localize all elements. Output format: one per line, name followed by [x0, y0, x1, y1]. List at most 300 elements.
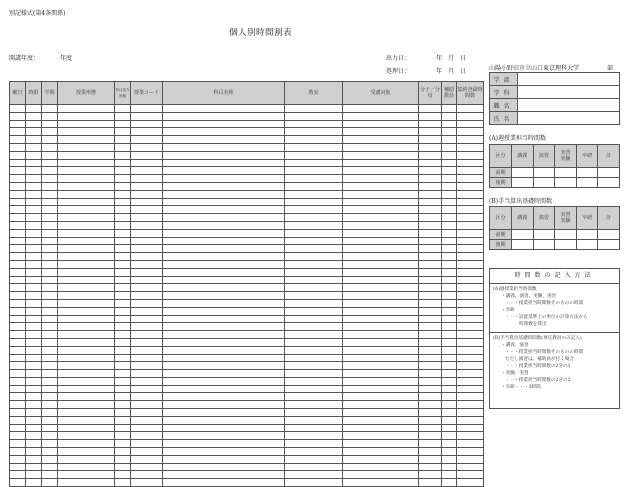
table-cell [115, 338, 131, 346]
table-cell [115, 315, 131, 323]
table-cell [10, 385, 26, 393]
table-cell [419, 307, 442, 315]
table-cell [10, 346, 26, 354]
table-cell [343, 268, 419, 276]
table-cell [26, 120, 42, 128]
process-date-label: 処理日： [386, 68, 411, 75]
table-cell [42, 370, 58, 378]
table-cell [10, 128, 26, 136]
table-cell [10, 409, 26, 417]
table-cell [419, 455, 442, 463]
table-cell [442, 128, 457, 136]
table-cell [26, 346, 42, 354]
table-cell [343, 463, 419, 471]
table-cell [131, 105, 163, 113]
table-cell [42, 401, 58, 409]
table-cell [10, 260, 26, 268]
table-cell [115, 463, 131, 471]
table-cell [163, 229, 285, 237]
table-cell [10, 362, 26, 370]
table-cell [163, 471, 285, 479]
table-cell [457, 346, 484, 354]
table-cell [163, 307, 285, 315]
table-cell [115, 416, 131, 424]
table-cell [285, 105, 343, 113]
table-cell [58, 214, 115, 222]
table-row [10, 229, 484, 237]
timetable-header-cell: 授業形態 [58, 82, 115, 105]
table-cell [58, 229, 115, 237]
table-cell [10, 463, 26, 471]
table-cell [343, 143, 419, 151]
table-cell [285, 221, 343, 229]
table-cell [10, 416, 26, 424]
table-cell [163, 424, 285, 432]
table-cell [285, 136, 343, 144]
hours-cell [576, 240, 598, 250]
table-cell [343, 260, 419, 268]
table-cell [163, 377, 285, 385]
notes-box [489, 268, 620, 409]
table-cell [419, 120, 442, 128]
table-cell [131, 151, 163, 159]
hours-cell [555, 240, 577, 250]
table-cell [163, 136, 285, 144]
table-cell [131, 292, 163, 300]
table-row [10, 331, 484, 339]
table-cell [343, 338, 419, 346]
table-cell [419, 198, 442, 206]
table-row [10, 377, 484, 385]
table-cell [58, 175, 115, 183]
table-cell [285, 151, 343, 159]
table-cell [343, 206, 419, 214]
table-cell [58, 221, 115, 229]
table-cell [58, 112, 115, 120]
table-cell [131, 362, 163, 370]
table-cell [163, 331, 285, 339]
table-cell [457, 299, 484, 307]
table-cell [285, 401, 343, 409]
table-cell [42, 221, 58, 229]
table-cell [131, 416, 163, 424]
table-cell [42, 159, 58, 167]
table-cell [26, 198, 42, 206]
table-cell [285, 260, 343, 268]
table-cell [131, 307, 163, 315]
table-cell [58, 292, 115, 300]
table-cell [419, 159, 442, 167]
table-cell [10, 175, 26, 183]
table-cell [163, 299, 285, 307]
table-cell [419, 284, 442, 292]
staff-info-table [489, 72, 620, 125]
table-cell [442, 229, 457, 237]
hours-cell [533, 240, 555, 250]
table-cell [442, 276, 457, 284]
table-cell [58, 370, 115, 378]
table-cell [26, 105, 42, 113]
table-cell [58, 198, 115, 206]
section-b-header-cell: 卒研 [576, 207, 598, 230]
table-cell [115, 323, 131, 331]
table-cell [163, 206, 285, 214]
table-row [10, 440, 484, 448]
table-cell [10, 292, 26, 300]
table-cell [115, 276, 131, 284]
table-cell [457, 455, 484, 463]
table-cell [419, 105, 442, 113]
table-cell [442, 190, 457, 198]
table-cell [26, 323, 42, 331]
table-cell [285, 323, 343, 331]
table-cell [26, 151, 42, 159]
table-cell [442, 214, 457, 222]
table-cell [419, 370, 442, 378]
table-cell [419, 245, 442, 253]
note-line: ・卒研・・・3時間 [501, 385, 541, 390]
table-cell [10, 471, 26, 479]
table-cell [457, 260, 484, 268]
timetable-header-cell: 授業コード [131, 82, 163, 105]
table-cell [163, 253, 285, 261]
table-cell [42, 143, 58, 151]
section-a-header-cell: 計 [598, 145, 620, 168]
table-cell [26, 409, 42, 417]
table-cell [163, 338, 285, 346]
table-cell [285, 338, 343, 346]
table-cell [10, 159, 26, 167]
table-cell [442, 151, 457, 159]
table-cell [131, 401, 163, 409]
note-line: (B)手当算出基礎時間数(専任教員のみ記入) [493, 336, 582, 341]
section-b-header-cell: 講義 [512, 207, 534, 230]
table-cell [343, 253, 419, 261]
table-cell [442, 424, 457, 432]
table-cell [457, 479, 484, 487]
table-cell [442, 440, 457, 448]
table-cell [115, 105, 131, 113]
table-cell [419, 112, 442, 120]
table-row [10, 198, 484, 206]
table-cell [285, 276, 343, 284]
table-cell [58, 463, 115, 471]
table-cell [442, 268, 457, 276]
table-cell [442, 385, 457, 393]
table-row [490, 230, 620, 240]
table-cell [26, 175, 42, 183]
table-cell [285, 190, 343, 198]
table-cell [42, 198, 58, 206]
table-cell [58, 377, 115, 385]
table-cell [285, 128, 343, 136]
table-cell [42, 284, 58, 292]
table-cell [42, 307, 58, 315]
table-cell [10, 214, 26, 222]
table-row [10, 338, 484, 346]
table-row [10, 260, 484, 268]
table-cell [419, 206, 442, 214]
table-cell [163, 393, 285, 401]
table-cell [285, 268, 343, 276]
table-cell [457, 175, 484, 183]
table-cell [115, 151, 131, 159]
table-row [10, 315, 484, 323]
note-line: ・・・授業担当時間数そのものの時間 [505, 350, 584, 355]
table-cell [442, 362, 457, 370]
table-row [10, 182, 484, 190]
table-row [10, 307, 484, 315]
table-cell [419, 424, 442, 432]
table-cell [442, 105, 457, 113]
table-cell [343, 167, 419, 175]
table-cell [285, 299, 343, 307]
table-cell [419, 167, 442, 175]
name-label: 氏名 [490, 112, 518, 125]
table-cell [285, 346, 343, 354]
table-cell [285, 370, 343, 378]
table-cell [131, 136, 163, 144]
table-cell [457, 151, 484, 159]
table-cell [42, 448, 58, 456]
table-cell [115, 128, 131, 136]
table-cell [419, 128, 442, 136]
table-cell [131, 237, 163, 245]
note-line: ・・・授業担当時間数の2分の2 [505, 378, 571, 383]
table-cell [58, 440, 115, 448]
hours-cell [598, 178, 620, 188]
table-cell [10, 229, 26, 237]
table-cell [131, 315, 163, 323]
note-line: ・講義、演習、実験、実習 [501, 294, 557, 299]
table-cell [419, 315, 442, 323]
table-row [10, 385, 484, 393]
table-cell [419, 253, 442, 261]
table-cell [442, 253, 457, 261]
note-line: ・・・授業担当時間数の2分の1 [505, 364, 571, 369]
term-label: 後期 [490, 178, 512, 188]
table-cell [115, 448, 131, 456]
table-cell [42, 463, 58, 471]
table-cell [163, 362, 285, 370]
table-cell [26, 354, 42, 362]
table-cell [419, 268, 442, 276]
table-cell [343, 416, 419, 424]
table-cell [131, 276, 163, 284]
table-cell [42, 346, 58, 354]
table-cell [131, 338, 163, 346]
table-cell [442, 323, 457, 331]
section-b-title: (B)手当算出基礎時間数 [489, 198, 553, 205]
table-cell [343, 136, 419, 144]
table-cell [115, 167, 131, 175]
table-cell [442, 260, 457, 268]
table-cell [131, 377, 163, 385]
table-cell [131, 448, 163, 456]
table-cell [457, 377, 484, 385]
table-cell [115, 120, 131, 128]
table-cell [457, 253, 484, 261]
table-cell [457, 463, 484, 471]
table-cell [10, 245, 26, 253]
table-cell [419, 136, 442, 144]
table-cell [10, 440, 26, 448]
table-row [10, 346, 484, 354]
table-cell [131, 323, 163, 331]
table-cell [58, 182, 115, 190]
process-date-value: 年 月 日 [436, 68, 467, 75]
table-cell [115, 175, 131, 183]
term-label: 前期 [490, 230, 512, 240]
table-cell [163, 105, 285, 113]
table-cell [26, 245, 42, 253]
table-cell [163, 346, 285, 354]
table-cell [457, 229, 484, 237]
table-row [490, 240, 620, 250]
table-cell [26, 463, 42, 471]
department-label: 学科 [490, 86, 518, 99]
table-cell [131, 159, 163, 167]
table-cell [26, 112, 42, 120]
table-row [10, 471, 484, 479]
table-cell [26, 416, 42, 424]
table-cell [10, 299, 26, 307]
table-cell [343, 120, 419, 128]
table-cell [131, 346, 163, 354]
table-cell [419, 377, 442, 385]
table-cell [131, 331, 163, 339]
table-cell [58, 159, 115, 167]
table-cell [42, 479, 58, 487]
table-cell [115, 479, 131, 487]
table-cell [457, 416, 484, 424]
table-cell [42, 128, 58, 136]
table-cell [285, 198, 343, 206]
table-cell [26, 229, 42, 237]
table-cell [442, 377, 457, 385]
table-cell [457, 245, 484, 253]
table-cell [442, 401, 457, 409]
table-cell [343, 323, 419, 331]
table-cell [343, 190, 419, 198]
table-cell [26, 206, 42, 214]
table-cell [131, 354, 163, 362]
table-cell [457, 206, 484, 214]
table-cell [442, 206, 457, 214]
table-cell [42, 136, 58, 144]
table-cell [58, 136, 115, 144]
table-cell [285, 331, 343, 339]
table-cell [131, 120, 163, 128]
table-cell [343, 424, 419, 432]
table-cell [343, 229, 419, 237]
table-cell [419, 229, 442, 237]
table-cell [131, 455, 163, 463]
table-cell [58, 299, 115, 307]
table-cell [163, 167, 285, 175]
table-cell [343, 112, 419, 120]
table-cell [343, 182, 419, 190]
table-cell [10, 479, 26, 487]
table-cell [42, 338, 58, 346]
table-cell [285, 245, 343, 253]
table-cell [285, 463, 343, 471]
table-cell [343, 479, 419, 487]
table-cell [42, 440, 58, 448]
table-row [10, 292, 484, 300]
table-cell [115, 214, 131, 222]
table-cell [457, 292, 484, 300]
table-cell [343, 455, 419, 463]
table-cell [58, 346, 115, 354]
table-cell [457, 409, 484, 417]
table-cell [457, 338, 484, 346]
table-cell [163, 401, 285, 409]
table-cell [419, 385, 442, 393]
table-cell [419, 479, 442, 487]
table-cell [343, 440, 419, 448]
table-cell [26, 331, 42, 339]
table-cell [10, 136, 26, 144]
table-cell [419, 331, 442, 339]
table-cell [442, 159, 457, 167]
table-cell [26, 268, 42, 276]
table-cell [58, 338, 115, 346]
hours-cell [598, 240, 620, 250]
table-cell [419, 260, 442, 268]
table-cell [58, 268, 115, 276]
table-row [10, 206, 484, 214]
table-cell [58, 120, 115, 128]
table-cell [285, 416, 343, 424]
table-cell [131, 440, 163, 448]
table-cell [26, 253, 42, 261]
table-cell [42, 455, 58, 463]
table-cell [457, 112, 484, 120]
table-cell [285, 292, 343, 300]
table-cell [343, 346, 419, 354]
table-cell [42, 299, 58, 307]
note-line: ・実験、実習 [501, 371, 529, 376]
table-cell [42, 253, 58, 261]
table-cell [343, 151, 419, 159]
table-cell [285, 385, 343, 393]
table-cell [457, 143, 484, 151]
table-cell [42, 276, 58, 284]
table-cell [26, 284, 42, 292]
note-line: ・・・授業担当時間数そのものの時間 [505, 301, 584, 306]
table-cell [10, 143, 26, 151]
table-cell [42, 190, 58, 198]
university-name: 山陽小野田市立山口東京理科大学 [489, 65, 580, 72]
hours-cell [533, 168, 555, 178]
table-cell [115, 198, 131, 206]
table-cell [163, 370, 285, 378]
table-cell [58, 284, 115, 292]
table-cell [42, 151, 58, 159]
table-cell [442, 175, 457, 183]
table-cell [26, 455, 42, 463]
table-cell [285, 424, 343, 432]
table-row [10, 401, 484, 409]
table-cell [131, 385, 163, 393]
table-cell [26, 299, 42, 307]
note-line: ・卒研 [501, 308, 515, 313]
table-cell [457, 440, 484, 448]
table-cell [26, 424, 42, 432]
table-row [10, 299, 484, 307]
table-cell [42, 120, 58, 128]
